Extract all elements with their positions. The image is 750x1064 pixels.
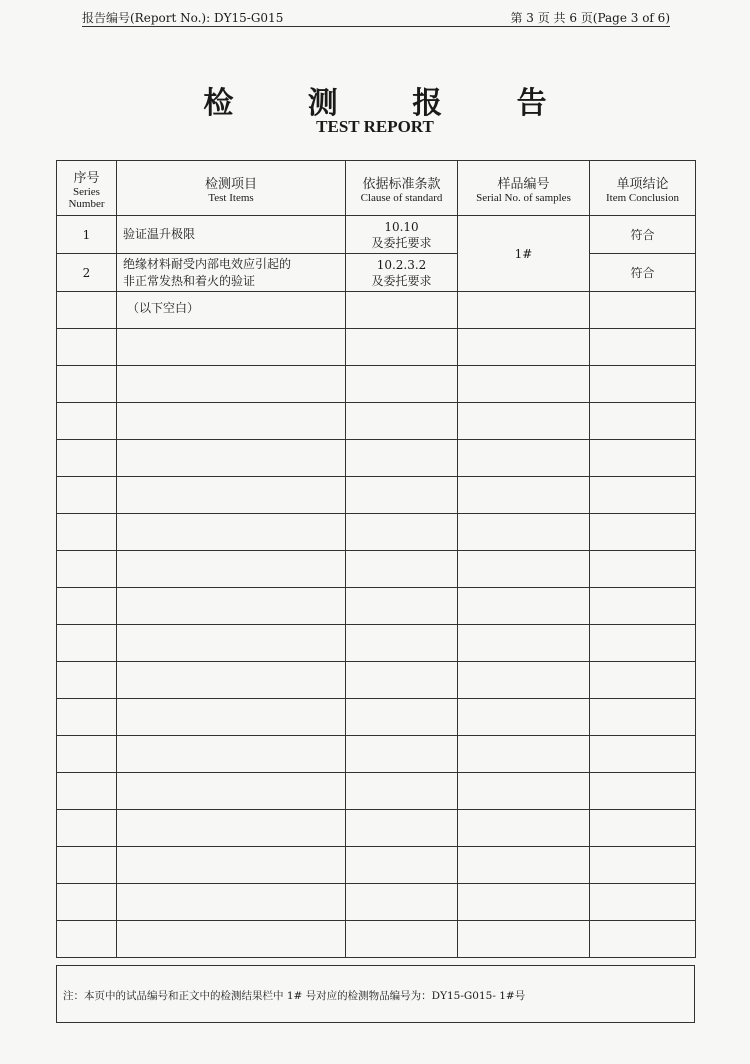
page-indicator: 第 3 页 共 6 页(Page 3 of 6)	[510, 10, 670, 25]
col-header-conclusion: 单项结论 Item Conclusion	[590, 161, 696, 216]
row-conclusion: 符合	[590, 254, 696, 292]
table-header-row	[57, 161, 696, 216]
empty-table-row	[57, 588, 696, 625]
row-number: 1	[57, 216, 117, 254]
table-row	[57, 216, 696, 254]
col-header-sample-no: 样品编号 Serial No. of samples	[458, 161, 590, 216]
report-number: 报告编号(Report No.): DY15-G015	[82, 10, 284, 25]
row-conclusion: 符合	[590, 216, 696, 254]
row-clause: 10.2.3.2 及委托要求	[346, 254, 458, 292]
empty-table-row	[57, 884, 696, 921]
table-row	[57, 254, 696, 292]
test-items-table	[56, 160, 696, 958]
col-header-clause: 依据标准条款 Clause of standard	[346, 161, 458, 216]
col-header-test-items: 检测项目 Test Items	[117, 161, 346, 216]
report-title-en: TEST REPORT	[316, 117, 434, 136]
report-title-cn: 检 测 报 告	[203, 86, 579, 121]
empty-table-row	[57, 477, 696, 514]
row-test-item: 验证温升极限	[117, 216, 346, 254]
empty-table-row	[57, 662, 696, 699]
empty-table-row	[57, 921, 696, 958]
empty-table-row	[57, 773, 696, 810]
empty-table-row	[57, 440, 696, 477]
empty-table-row	[57, 736, 696, 773]
row-test-item: 绝缘材料耐受内部电效应引起的 非正常发热和着火的验证	[117, 254, 346, 292]
row-clause: 10.10 及委托要求	[346, 216, 458, 254]
footnote: 注：本页中的试品编号和正文中的检测结果栏中 1# 号对应的检测物品编号为：DY15-G015- 1#号	[56, 965, 695, 1023]
col-header-series: 序号 Series Number	[57, 161, 117, 216]
empty-table-row	[57, 366, 696, 403]
empty-table-row	[57, 329, 696, 366]
empty-table-row	[57, 514, 696, 551]
table-row	[57, 292, 696, 329]
empty-table-row	[57, 551, 696, 588]
sample-number: 1#	[458, 216, 590, 292]
empty-table-row	[57, 699, 696, 736]
row-number: 2	[57, 254, 117, 292]
empty-table-row	[57, 847, 696, 884]
empty-table-row	[57, 625, 696, 662]
empty-table-row	[57, 810, 696, 847]
blank-below-note: （以下空白）	[117, 292, 346, 329]
empty-table-row	[57, 403, 696, 440]
page-header	[82, 8, 670, 27]
